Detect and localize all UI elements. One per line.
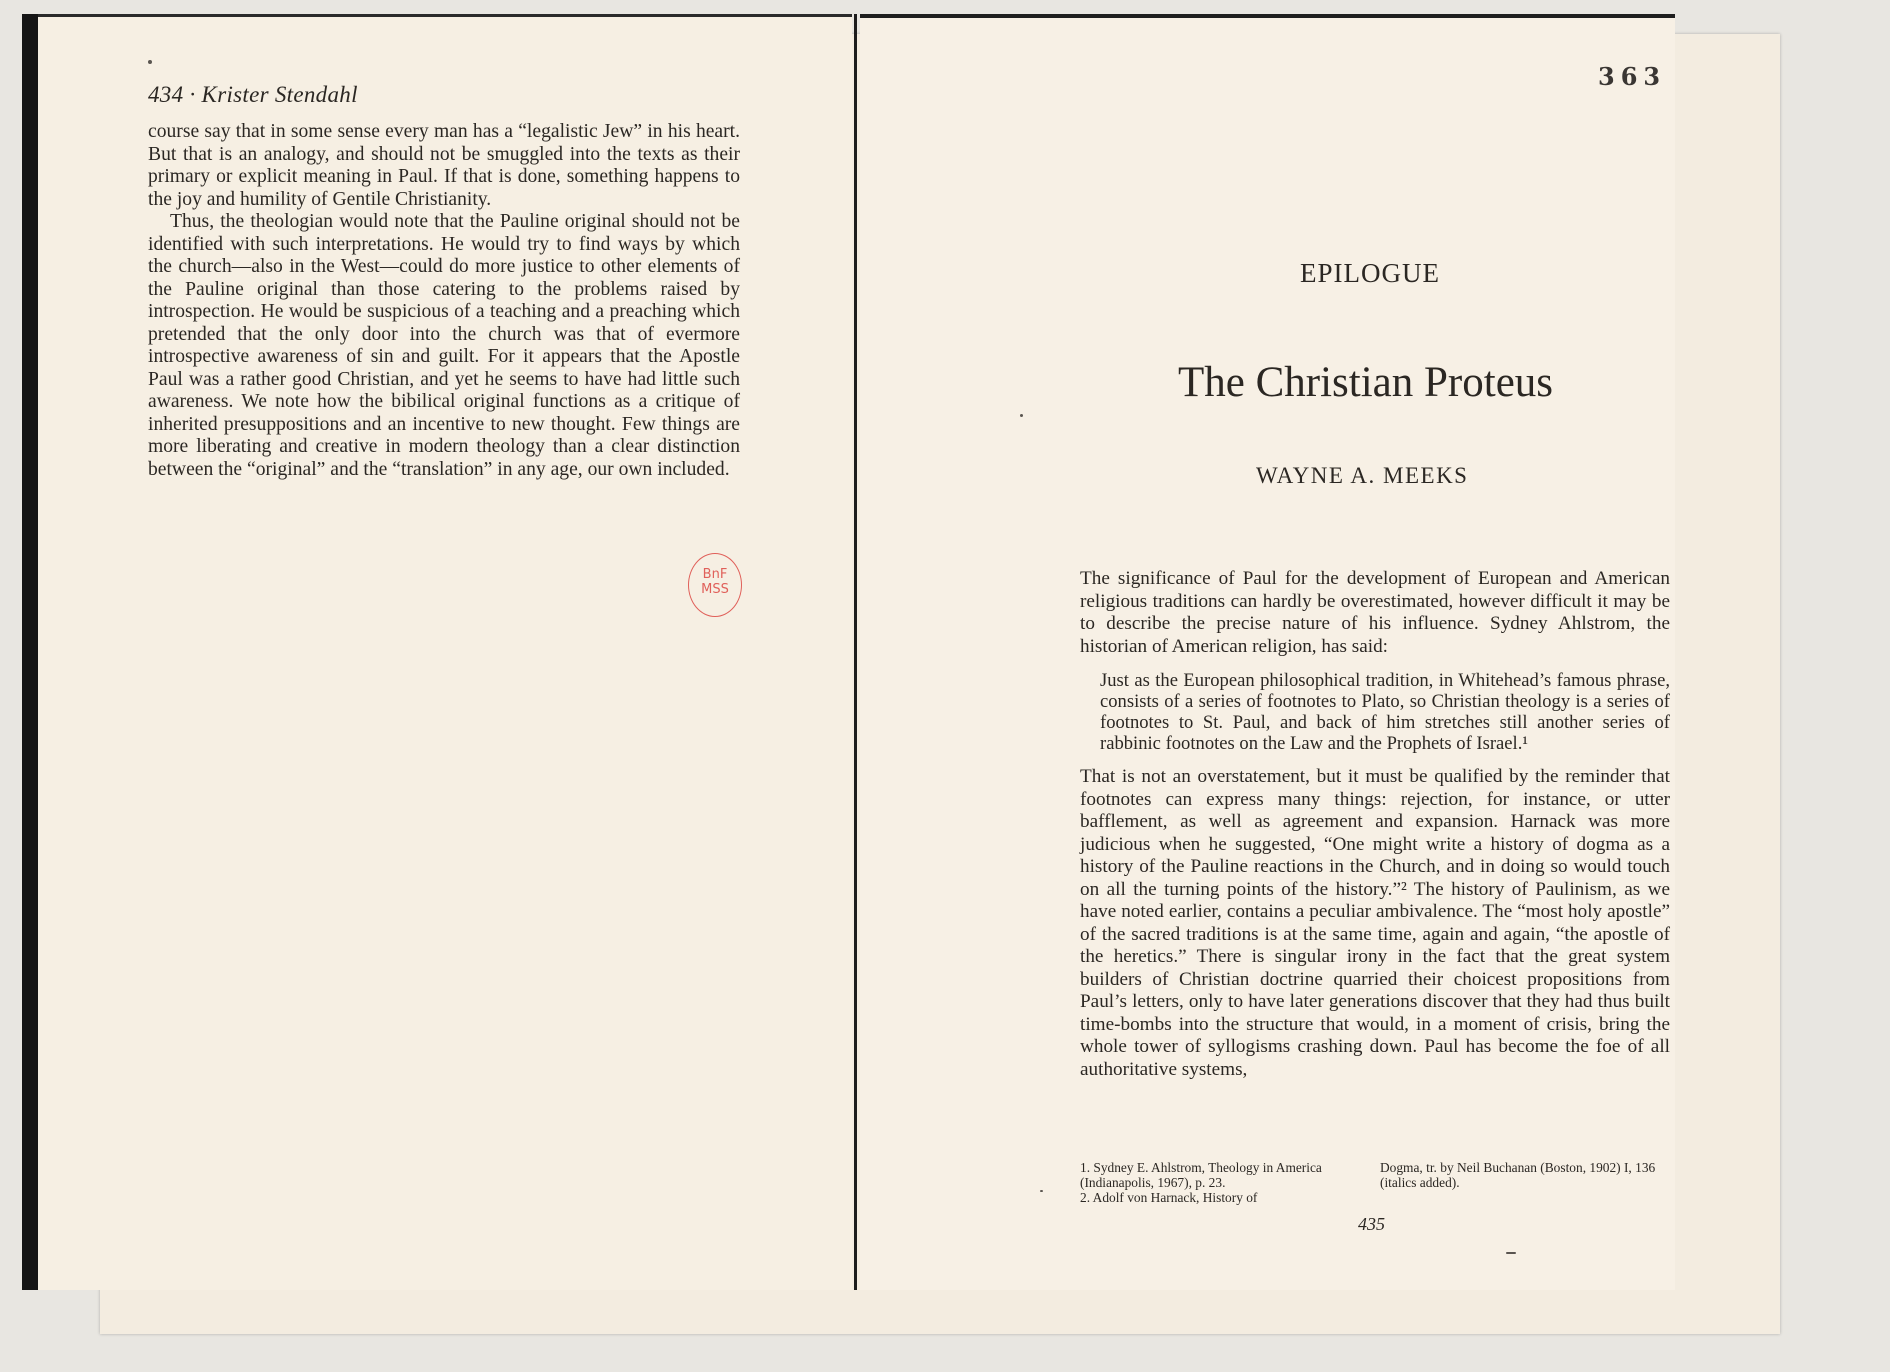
body-paragraph: That is not an overstatement, but it must be qualified by the reminder that footnotes can express many things: rejection, for instance, or utter bafflement, as well as agreement and expansion. Harnack was more judicious when he suggested, “One might write a history of dogma as a history of the Pauline reactions in the Church, and in doing so would touch on all the turning points of the history.”² The history of Paulinism, as we have noted earlier, contains a peculiar ambivalence. The “most holy apostle” of the sacred traditions is at the same time, again and again, “the apostle of the heretics.” There is singular irony in the fact that the great system builders of Christian doctrine quarried their choicest propositions from Paul’s letters, only to have later generations discover that they had thus built time-bombs into the structure that would, in a moment of crisis, bring the whole tower of syllogisms crashing down. Paul has become the foe of all authoritative systems, <box>1080 766 1670 1080</box>
dust-speck <box>1020 414 1023 417</box>
intro-paragraph: The significance of Paul for the development of European and American religious traditions can hardly be overestimated, however difficult it may be to describe the precise nature of his influence. Sydney Ahlstrom, the historian of American religion, has said: <box>1080 568 1670 657</box>
footnotes <box>1080 1160 1670 1205</box>
footnotes-column-1 <box>1080 1160 1370 1205</box>
right-page-top-edge <box>860 14 1675 18</box>
footnote-1-continued: Dogma, tr. by Neil Buchanan (Boston, 1902) I, 136 (italics added). <box>1380 1160 1656 1190</box>
dust-speck <box>1040 1190 1043 1192</box>
right-body-text <box>1080 568 1670 1081</box>
footnote-1: 1. Sydney E. Ahlstrom, Theology in America (Indianapolis, 1967), p. 23. <box>1080 1160 1322 1190</box>
epilogue-label: EPILOGUE <box>1300 258 1440 288</box>
bottom-folio: 435 <box>1358 1214 1385 1234</box>
block-quote: Just as the European philosophical tradition, in Whitehead’s famous phrase, consists of a series of footnotes to Plato, so Christian theology is a series of footnotes to St. Paul, and back of him stretches still another series of rabbinic footnotes on the Law and the Prophets of Israel.¹ <box>1100 670 1670 754</box>
left-page-dark-edge <box>22 14 38 1290</box>
stamp-line-1: BnF <box>702 567 728 582</box>
left-paragraph-2: Thus, the theologian would note that the Pauline original should not be identified with such interpretations. He would try to find ways by which the church—also in the West—could do more justice to other elements of the Pauline original than those catering to the problems raised by introspection. He would be suspicious of a teaching and a preaching which pretended that the only door into the church was that of evermore introspective awareness of sin and guilt. For it appears that the Apostle Paul was a rather good Christian, and yet he seems to have had little such awareness. We note how the bibilical original functions as a critique of inherited presuppositions and an incentive to new thought. Few things are more liberating and creative in modern theology than a clear distinction between the “original” and the “translation” in any age, our own included. <box>148 211 740 480</box>
dust-speck <box>148 60 152 64</box>
left-body-text <box>148 121 740 481</box>
footnote-2: 2. Adolf von Harnack, History of <box>1080 1190 1258 1205</box>
author-name: WAYNE A. MEEKS <box>1256 463 1469 488</box>
dust-speck <box>1506 1252 1516 1254</box>
page-gutter <box>854 14 857 1290</box>
stamp-line-2: MSS <box>701 582 729 597</box>
page-number: 363 <box>1598 62 1667 91</box>
left-page-top-edge <box>38 14 852 17</box>
footnotes-column-2 <box>1380 1160 1670 1205</box>
running-head: 434 · Krister Stendahl <box>148 82 358 107</box>
chapter-title: The Christian Proteus <box>1178 359 1554 406</box>
left-paragraph-1: course say that in some sense every man has a “legalistic Jew” in his heart. But that is an analogy, and should not be smuggled into the texts as their primary or explicit meaning in Paul. If that is done, something happens to the joy and humility of Gentile Christianity. <box>148 121 740 210</box>
library-stamp <box>688 553 742 617</box>
